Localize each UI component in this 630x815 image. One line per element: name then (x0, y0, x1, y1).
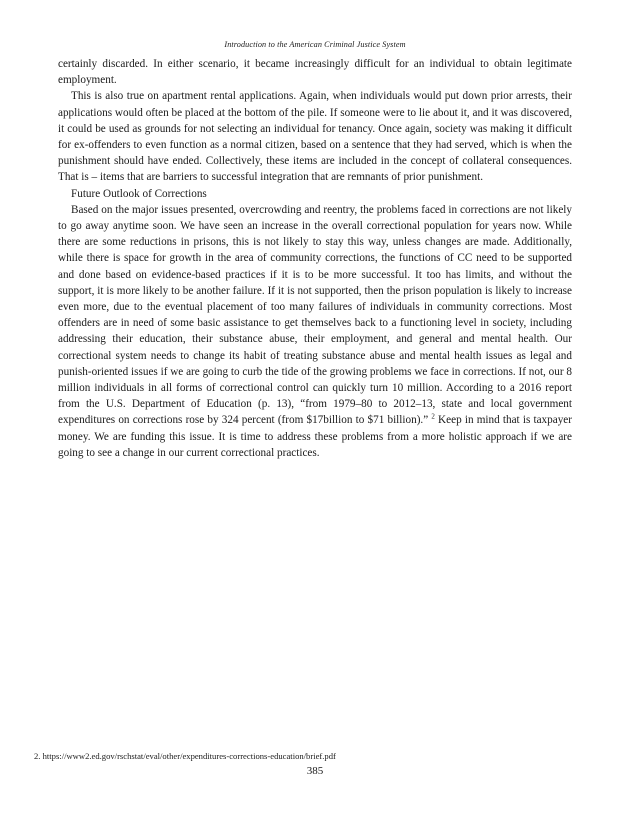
footnote: 2. https://www2.ed.gov/rschstat/eval/other/expenditures-corrections-education/brief.pdf (34, 751, 336, 761)
running-head: Introduction to the American Criminal Justice System (224, 40, 406, 49)
paragraph-future-outlook-text: Based on the major issues presented, overcrowding and reentry, the problems faced in corrections are not likely to go away anytime soon. We have seen an increase in the overall correctional population for years now. While there are some reductions in prisons, this is not likely to stay this way, unless changes are made. Additionally, while there is space for growth in the area of community corrections, the functions of CC need to be supported and done based on evidence-based practices if it is to be more successful. It too has limits, and without the support, it is more likely to be another failure. If it is not supported, then the prison population is likely to increase even more, due to the eventual placement of too many failures of individuals in community corrections. Most offenders are in need of some basic assistance to get themselves back to a functioning level in society, including addressing their education, their substance abuse, their employment, and general and mental health. Our correctional system needs to change its habit of treating substance abuse and mental health issues as legal and punish-oriented issues if we are going to curb the tide of the growing problems we face in corrections. If not, our 8 million individuals in all forms of correctional control can quickly turn 10 million. According to a 2016 report from the U.S. Department of Education (p. 13), “from 1979–80 to 2012–13, state and local government expenditures on corrections rose by 324 percent (from $17billion to $71 billion).” (58, 203, 572, 427)
page-number: 385 (306, 765, 324, 777)
footnote-reference[interactable]: 2 (431, 412, 435, 421)
paragraph-future-outlook-end: Keep in mind that is taxpayer money. We are funding this issue. It is time to address these problems from a more holistic approach if we are going to see a change in our current correctional practices. (58, 414, 572, 459)
paragraph-future-outlook (58, 202, 572, 461)
section-heading: Future Outlook of Corrections (71, 187, 207, 200)
body-text (58, 56, 572, 461)
paragraph-continuation: certainly discarded. In either scenario, it became increasingly difficult for an individual to obtain legitimate employment. (58, 58, 572, 87)
paragraph-rental-applications: This is also true on apartment rental applications. Again, when individuals would put down prior arrests, their applications would often be placed at the bottom of the pile. If someone were to lie about it, and it was discovered, it could be used as grounds for not selecting an individual for tenancy. Once again, society was making it difficult for ex-offenders to even function as a normal citizen, based on a sentence that they had served, which is when the punishment should have ended. Collectively, these items are included in the concept of collateral consequences. That is – items that are barriers to successful integration that are remnants of prior punishment. (58, 90, 572, 184)
